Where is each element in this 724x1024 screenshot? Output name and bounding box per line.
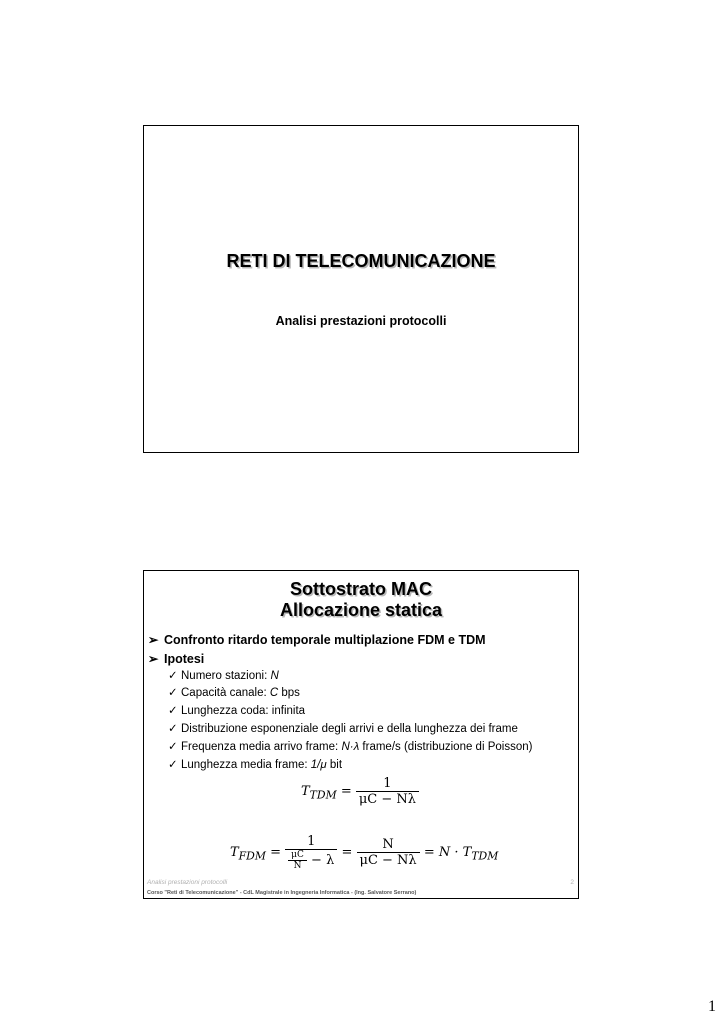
eq-equals: = [341, 845, 353, 860]
eq-fraction [285, 834, 337, 871]
eq-equals: = [423, 845, 435, 860]
checkmark-icon: ✓ [168, 759, 178, 771]
eq-denominator-rest: − λ [306, 853, 335, 868]
eq-equals: = [270, 845, 282, 860]
eq-lhs-sub: FDM [238, 849, 266, 863]
slide-title: RETI DI TELECOMUNICAZIONE [226, 251, 496, 271]
sub-item [168, 740, 532, 755]
sub-item-post: bit [326, 759, 343, 771]
eq-denominator [285, 849, 337, 871]
eq-lhs-sub: TDM [309, 788, 337, 802]
slide-1 [143, 125, 579, 453]
eq-fraction [356, 776, 419, 807]
page-number: 1 [708, 998, 716, 1015]
eq-inner-den: N [288, 860, 307, 871]
slide-title [144, 579, 578, 621]
eq-numerator: N [382, 837, 394, 852]
eq-rhs: N · T [438, 845, 472, 860]
eq-denominator: μC − Nλ [357, 852, 420, 868]
sub-item-emph: C [269, 687, 279, 699]
sub-item-text: Lunghezza coda: infinita [181, 705, 306, 717]
bullet-text: Confronto ritardo temporale multiplazione FDM e TDM [164, 633, 486, 647]
eq-inner-num: μC [291, 850, 304, 860]
sub-item [168, 704, 305, 719]
eq-lhs: T [230, 845, 239, 860]
sub-item [168, 758, 342, 773]
eq-denominator: μC − Nλ [356, 791, 419, 807]
sub-item-post: bps [278, 687, 300, 699]
checkmark-icon: ✓ [168, 670, 178, 682]
checkmark-icon: ✓ [168, 723, 178, 735]
sub-item-emph: N·λ [341, 741, 360, 753]
sub-item-emph: 1/μ [310, 759, 327, 771]
sub-item [168, 669, 279, 684]
bullet-text: Ipotesi [164, 652, 205, 666]
eq-equals: = [340, 784, 352, 799]
sub-item-emph: N [270, 670, 279, 682]
slide-2 [143, 570, 579, 899]
sub-item-text: Capacità canale: [181, 687, 270, 699]
slide-subtitle: Analisi prestazioni protocolli [275, 314, 447, 328]
bullet-item [148, 632, 486, 648]
sub-item-text: Numero stazioni: [181, 670, 271, 682]
sub-item-post: frame/s (distribuzione di Poisson) [359, 741, 533, 753]
title-line-1: Sottostrato MAC [290, 579, 432, 599]
eq-lhs: T [301, 784, 310, 799]
sub-item-text: Frequenza media arrivo frame: [181, 741, 342, 753]
arrow-bullet-icon: ➢ [148, 652, 159, 666]
sub-item [168, 722, 518, 737]
checkmark-icon: ✓ [168, 705, 178, 717]
eq-numerator: 1 [307, 834, 316, 849]
course-footer: Corso "Reti di Telecomunicazione" - CdL Magistrale in Ingegneria Informatica - (Ing. Salvatore Serrano) [147, 890, 417, 896]
equation-tdm [301, 776, 419, 807]
checkmark-icon: ✓ [168, 687, 178, 699]
sub-item-text: Distribuzione esponenziale degli arrivi e della lunghezza dei frame [181, 723, 518, 735]
slide-footer-title: Analisi prestazioni protocolli [147, 879, 228, 886]
eq-fraction [357, 837, 420, 868]
sub-item [168, 686, 300, 701]
sub-item-text: Lunghezza media frame: [181, 759, 311, 771]
eq-rhs-sub: TDM [471, 849, 499, 863]
arrow-bullet-icon: ➢ [148, 633, 159, 647]
eq-numerator: 1 [383, 776, 392, 791]
equation-fdm [230, 834, 498, 871]
checkmark-icon: ✓ [168, 741, 178, 753]
bullet-item [148, 651, 204, 667]
slide-page-number: 2 [570, 879, 574, 886]
eq-inner-fraction [288, 850, 307, 871]
title-line-2: Allocazione statica [279, 600, 443, 620]
